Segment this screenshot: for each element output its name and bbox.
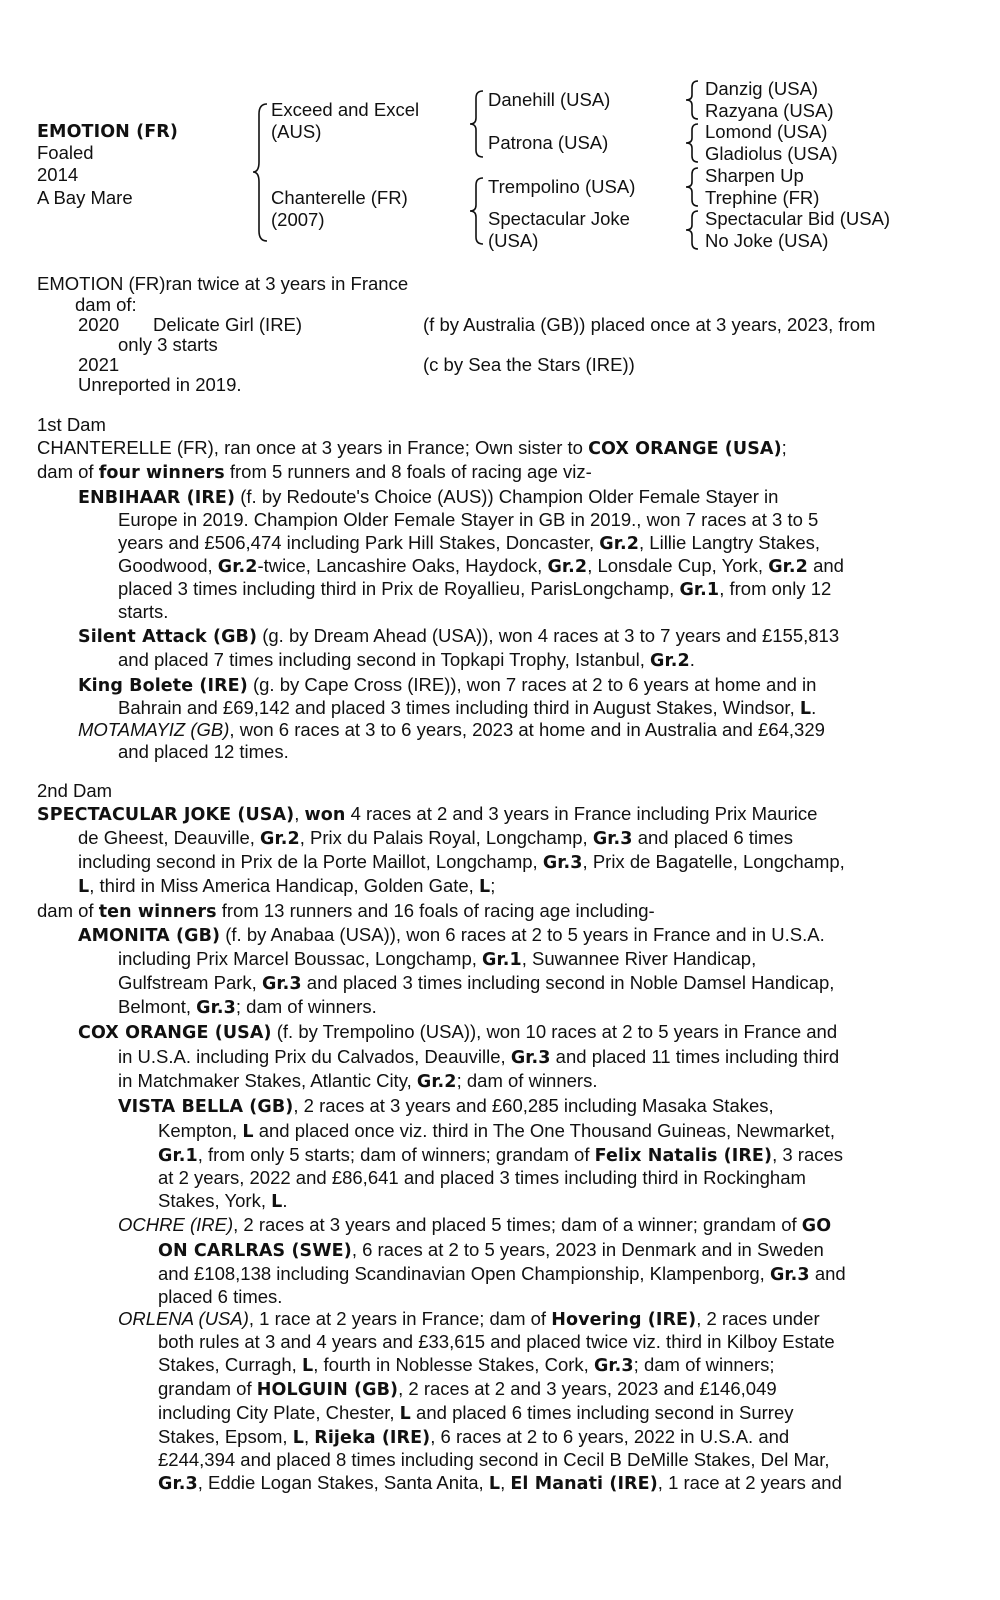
g3-sdd: Gladiolus (USA) xyxy=(705,143,838,164)
dam-dam: Spectacular Joke xyxy=(488,208,630,229)
dam-sire: Trempolino (USA) xyxy=(488,176,636,197)
brace-g3-4 xyxy=(684,208,702,252)
first-dam-heading: 1st Dam xyxy=(37,414,106,435)
subject-foaled: Foaled xyxy=(37,142,94,163)
sire-sire: Danehill (USA) xyxy=(488,89,611,110)
brace-gen1 xyxy=(252,100,270,245)
sire-country: (AUS) xyxy=(271,121,322,142)
subject-description: A Bay Mare xyxy=(37,187,133,208)
first-dam-line2: dam of four winners from 5 runners and 8 foals of racing age viz- xyxy=(37,461,592,483)
first-dam-line1: CHANTERELLE (FR), ran once at 3 years in France; Own sister to COX ORANGE (USA); xyxy=(37,437,787,459)
dam: Chanterelle (FR) xyxy=(271,187,408,208)
produce-detail-2021: (c by Sea the Stars (IRE)) xyxy=(423,354,635,375)
g3-ddd: No Joke (USA) xyxy=(705,230,829,251)
second-dam-damof: dam of ten winners from 13 runners and 16 foals of racing age including- xyxy=(37,900,655,922)
produce-unreported: Unreported in 2019. xyxy=(78,374,242,395)
g3-sss: Danzig (USA) xyxy=(705,78,819,99)
g3-dss: Sharpen Up xyxy=(705,165,804,186)
brace-sire-parents xyxy=(468,88,486,160)
dam-dam-country: (USA) xyxy=(488,230,539,251)
brace-dam-parents xyxy=(468,175,486,247)
second-dam-heading: 2nd Dam xyxy=(37,780,113,801)
produce-intro: EMOTION (FR)ran twice at 3 years in France xyxy=(37,273,409,294)
brace-g3-1 xyxy=(684,78,702,122)
produce-damof: dam of: xyxy=(75,294,137,315)
produce-year-2021: 2021 xyxy=(78,354,120,375)
g3-dds: Spectacular Bid (USA) xyxy=(705,208,891,229)
produce-detail-2020: (f by Australia (GB)) placed once at 3 years, 2023, from xyxy=(423,314,876,335)
subject-name: EMOTION (FR) xyxy=(37,122,178,142)
g3-sds: Lomond (USA) xyxy=(705,121,828,142)
g3-dsd: Trephine (FR) xyxy=(705,187,820,208)
sire: Exceed and Excel xyxy=(271,99,420,120)
g3-ssd: Razyana (USA) xyxy=(705,100,834,121)
produce-cont-2020: only 3 starts xyxy=(118,334,218,355)
brace-g3-2 xyxy=(684,121,702,165)
subject-year: 2014 xyxy=(37,164,79,185)
dam-year: (2007) xyxy=(271,209,325,230)
brace-g3-3 xyxy=(684,165,702,209)
produce-year-2020: 2020 xyxy=(78,314,120,335)
produce-name-2020: Delicate Girl (IRE) xyxy=(153,314,303,335)
sire-dam: Patrona (USA) xyxy=(488,132,609,153)
